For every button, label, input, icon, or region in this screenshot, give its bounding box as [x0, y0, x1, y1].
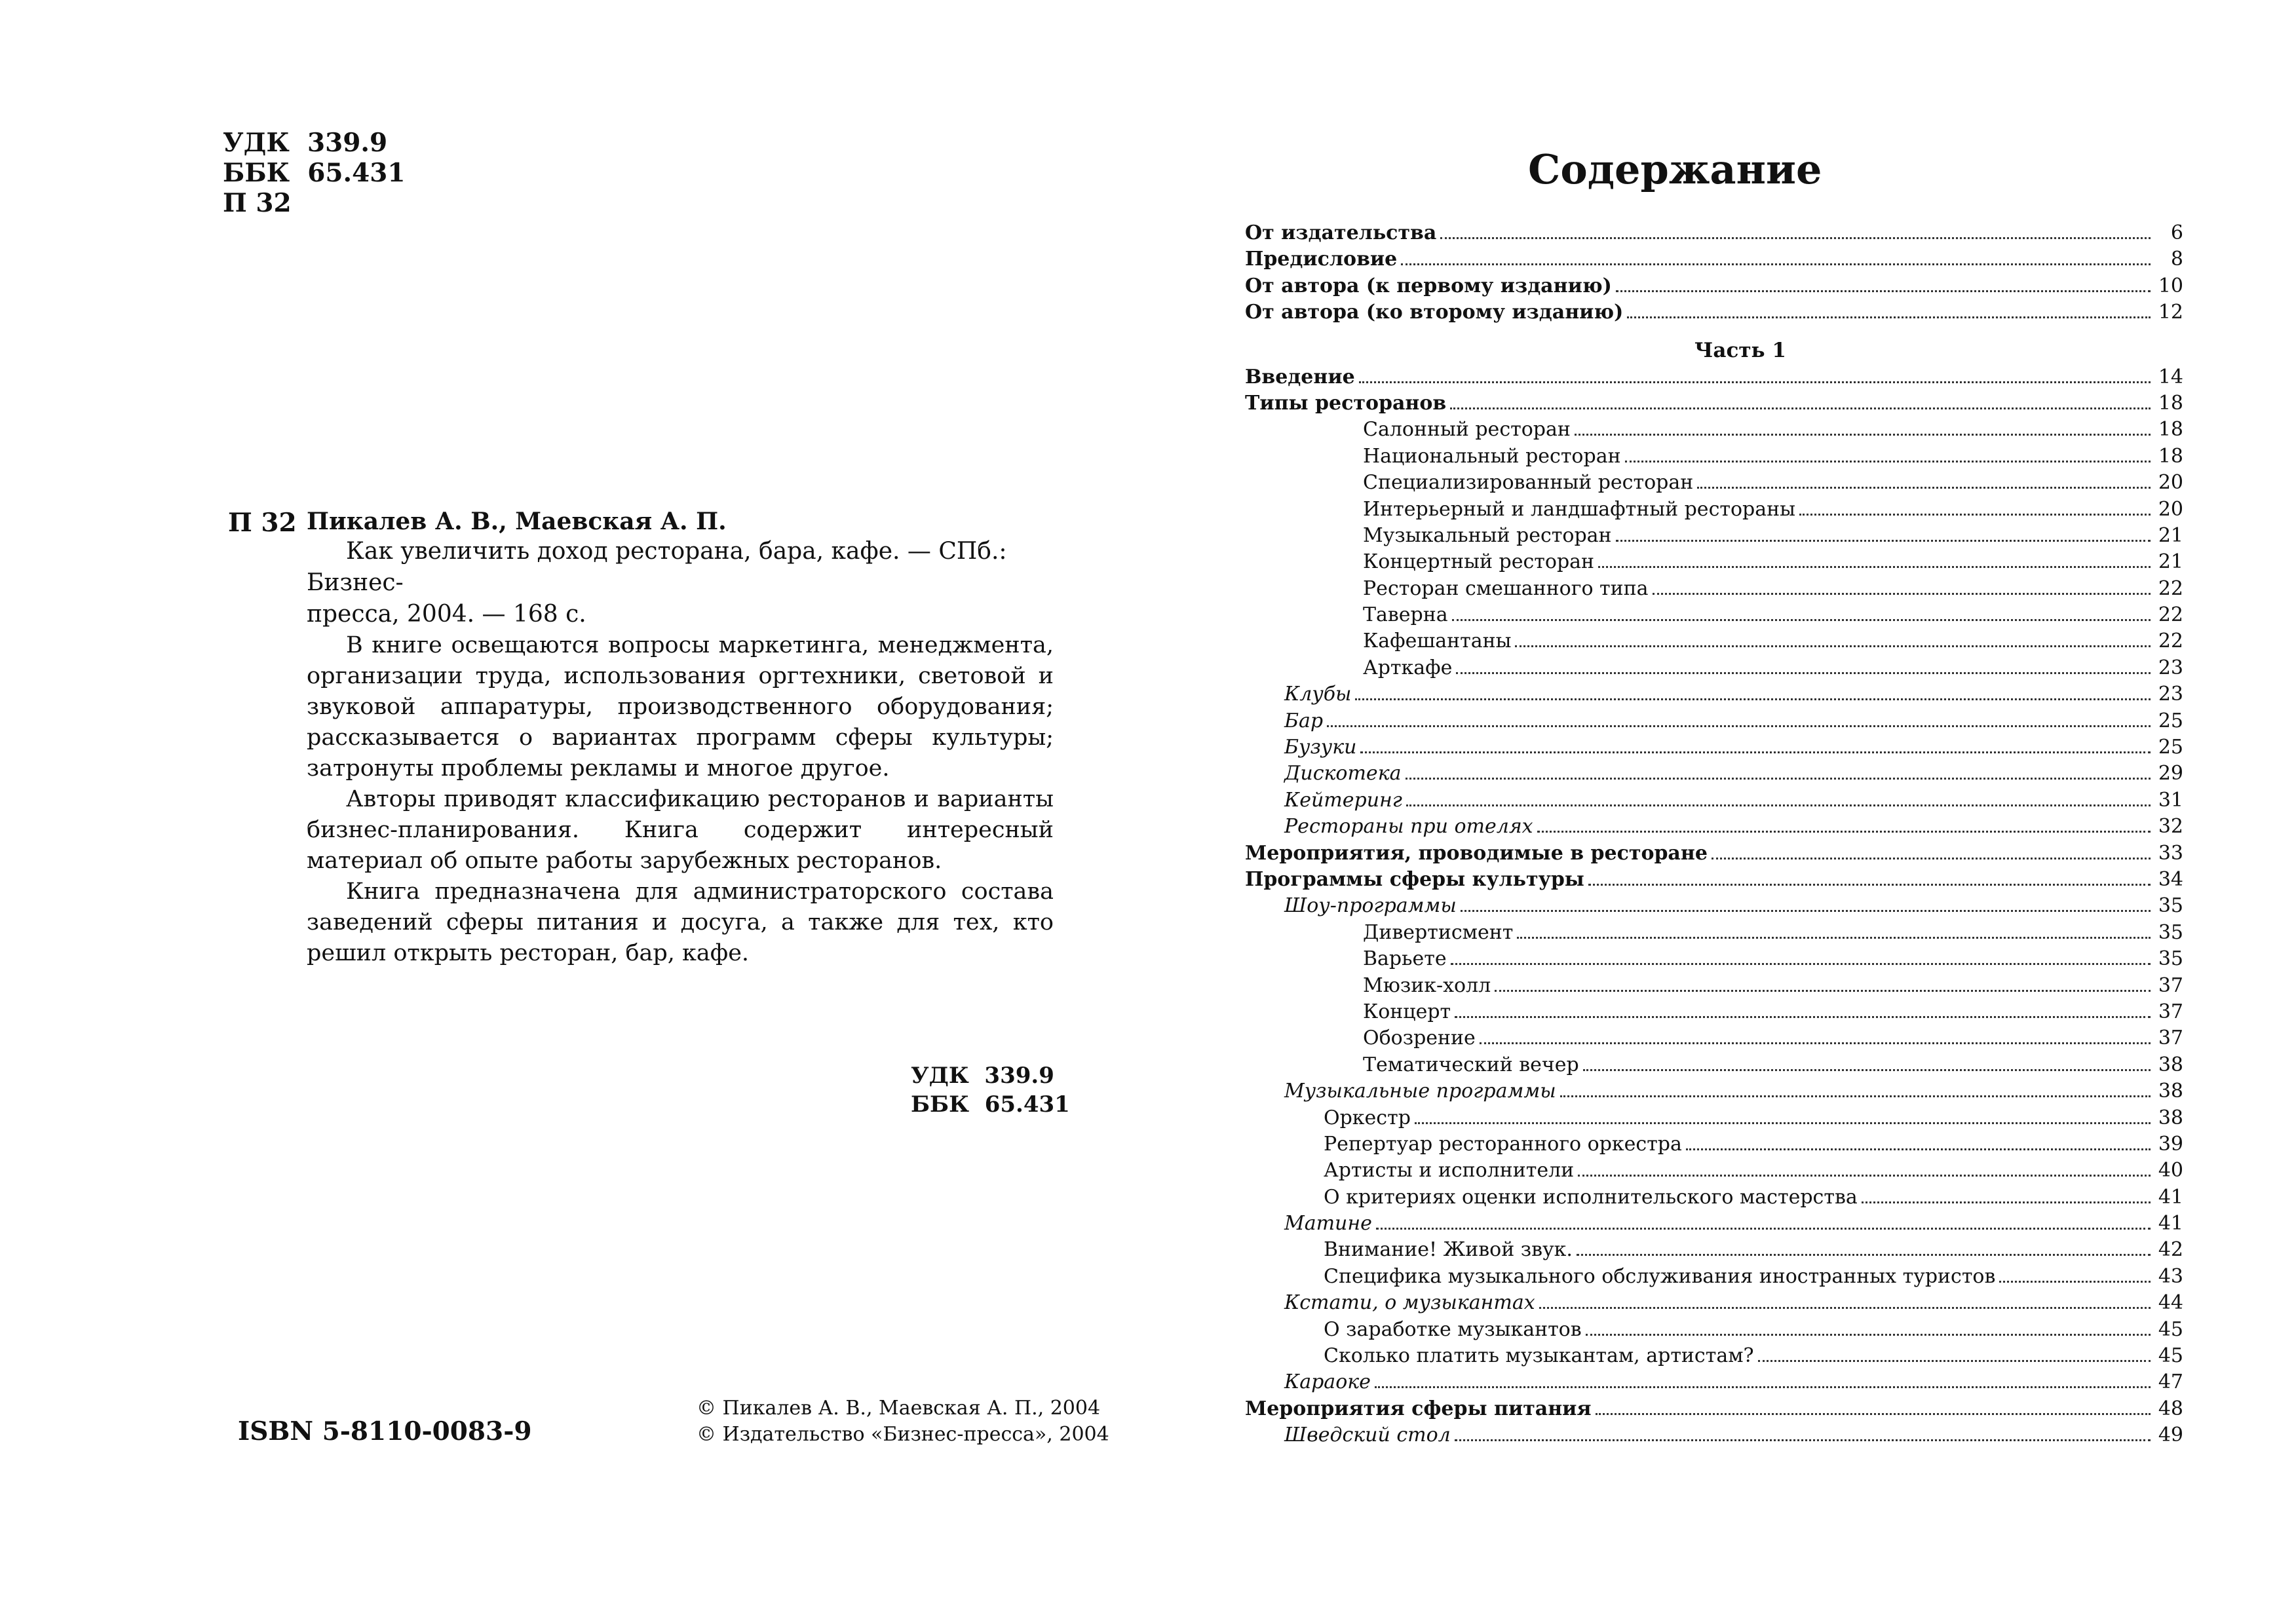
toc-entry	[1245, 1290, 2183, 1316]
toc-dot-leader	[1539, 1307, 2151, 1309]
toc-page-number: 6	[2170, 221, 2183, 244]
toc-dot-leader	[1575, 434, 2151, 436]
toc-entry	[1245, 602, 2183, 628]
toc-entry	[1245, 1078, 2183, 1105]
toc-entry-title: Введение	[1245, 365, 1355, 388]
toc-page-number: 8	[2170, 248, 2183, 271]
annotation	[307, 630, 1054, 969]
toc-entry-title: Репертуар ресторанного оркестра	[1324, 1132, 1682, 1156]
toc-dot-leader	[1455, 1439, 2151, 1441]
toc-entry	[1245, 417, 2183, 443]
toc-page-number: 34	[2158, 867, 2183, 891]
toc-page-number: 31	[2158, 788, 2183, 812]
toc-page-number: 10	[2158, 274, 2183, 297]
toc-entry	[1245, 1211, 2183, 1237]
toc-entry	[1245, 246, 2183, 273]
toc-entry	[1245, 364, 2183, 390]
toc-page-number: 20	[2158, 471, 2183, 495]
toc-entry-title: Кафешантаны	[1363, 630, 1512, 653]
toc-entry	[1245, 444, 2183, 470]
biblio-line: пресса, 2004. — 168 с.	[307, 601, 586, 628]
toc-page-number: 44	[2158, 1291, 2183, 1315]
toc-dot-leader	[1415, 1122, 2151, 1124]
toc-page-number: 49	[2158, 1424, 2183, 1447]
toc-dot-leader	[1452, 619, 2151, 621]
toc-entry	[1245, 1052, 2183, 1078]
toc-entry-title: Варьете	[1363, 947, 1447, 971]
toc-entry-title: Матине	[1284, 1212, 1372, 1236]
toc-entry	[1245, 1158, 2183, 1184]
udk-line: УДК 339.9	[911, 1063, 1054, 1089]
toc-entry	[1245, 893, 2183, 919]
toc-dot-leader	[1583, 1069, 2151, 1071]
toc-page-number: 21	[2158, 523, 2183, 547]
toc-page-number: 38	[2158, 1080, 2183, 1103]
toc-page-number: 37	[2158, 1000, 2183, 1023]
toc-entry	[1245, 576, 2183, 602]
toc-entry	[1245, 1025, 2183, 1051]
toc-dot-leader	[1480, 1042, 2151, 1044]
isbn: ISBN 5-8110-0083-9	[238, 1416, 532, 1446]
toc-page-number: 35	[2158, 920, 2183, 944]
toc-page-number: 48	[2158, 1397, 2183, 1420]
toc-page-number: 14	[2158, 365, 2183, 388]
toc-dot-leader	[1578, 1175, 2151, 1177]
toc-entry-title: Рестораны при отелях	[1284, 815, 1533, 839]
toc-entry	[1245, 655, 2183, 681]
toc-entry-title: Бузуки	[1284, 736, 1357, 759]
toc-page-number: 37	[2158, 973, 2183, 997]
annotation-paragraph: В книге освещаются вопросы маркетинга, менеджмента, организации труда, использования оргтехники, световой и звуковой аппаратуры, производственного оборудования; рассказывается о вариантах программ сферы культуры; затронуты проблемы рекламы и многое другое.	[307, 632, 1054, 782]
toc-entry-title: Обозрение	[1363, 1027, 1476, 1050]
toc-entry	[1245, 681, 2183, 708]
toc-entry-title: Мюзик-холл	[1363, 973, 1491, 997]
toc-page-number: 23	[2158, 683, 2183, 706]
toc-entry	[1245, 220, 2183, 246]
toc-entry	[1245, 734, 2183, 761]
toc-dot-leader	[1406, 804, 2151, 806]
toc-entry-title: Внимание! Живой звук.	[1324, 1238, 1573, 1262]
toc-entry-title: Программы сферы культуры	[1245, 867, 1584, 891]
toc-entry-title: Клубы	[1284, 683, 1352, 706]
toc-page-number: 35	[2158, 947, 2183, 971]
copyright-line: © Пикалев А. В., Маевская А. П., 2004	[697, 1397, 1101, 1420]
toc-entry-title: Ресторан смешанного типа	[1363, 576, 1649, 600]
toc-dot-leader	[1537, 831, 2151, 833]
toc-entry	[1245, 1422, 2183, 1448]
toc-entry	[1245, 1343, 2183, 1369]
toc-page-number: 33	[2158, 841, 2183, 865]
toc-page-number: 32	[2158, 815, 2183, 839]
toc-entry	[1245, 1105, 2183, 1131]
toc-entry-title: Салонный ресторан	[1363, 418, 1571, 442]
toc-dot-leader	[1758, 1360, 2151, 1362]
toc-page-number: 18	[2158, 444, 2183, 468]
toc-entry-title: О критериях оценки исполнительского мастерства	[1324, 1185, 1858, 1209]
toc-dot-leader	[1799, 514, 2151, 516]
toc-dot-leader	[1862, 1201, 2151, 1203]
toc-entry-title: Специфика музыкального обслуживания иностранных туристов	[1324, 1264, 1996, 1288]
toc-entry-title: Караоке	[1284, 1370, 1371, 1394]
toc-entry-title: Артисты и исполнители	[1324, 1159, 1575, 1182]
toc-entry-title: Кейтеринг	[1284, 788, 1402, 812]
toc-dot-leader	[1456, 672, 2151, 674]
toc-entry	[1245, 628, 2183, 654]
annotation-paragraph: Авторы приводят классификацию ресторанов и варианты бизнес-планирования. Книга содержит интересный материал об опыте работы зарубежных ресторанов.	[307, 786, 1054, 874]
toc-page-number: 38	[2158, 1053, 2183, 1076]
toc-entry-title: Бар	[1284, 709, 1324, 732]
authors: Пикалев А. В., Маевская А. П.	[307, 508, 727, 535]
bibliographic-entry	[307, 536, 1054, 630]
toc-page-number: 22	[2158, 630, 2183, 653]
toc-dot-leader	[1495, 990, 2151, 992]
toc-page-number: 25	[2158, 709, 2183, 732]
toc-entry-title: Шведский стол	[1284, 1424, 1451, 1447]
toc-dot-leader	[1999, 1281, 2151, 1283]
toc-dot-leader	[1712, 858, 2151, 859]
toc-page-number: 20	[2158, 497, 2183, 521]
toc-entry-title: Мероприятия сферы питания	[1245, 1397, 1592, 1420]
toc-entry	[1245, 787, 2183, 814]
toc-page-number: 41	[2158, 1185, 2183, 1209]
toc-entry	[1245, 761, 2183, 787]
toc-entry-title: Предисловие	[1245, 248, 1398, 271]
toc-dot-leader	[1375, 1386, 2151, 1388]
toc-entry	[1245, 840, 2183, 867]
toc-entry	[1245, 1237, 2183, 1263]
toc-dot-leader	[1376, 1228, 2151, 1230]
toc-dot-leader	[1625, 461, 2151, 463]
toc-entry	[1245, 814, 2183, 840]
toc-entry	[1245, 497, 2183, 523]
toc-page-number: 29	[2158, 762, 2183, 785]
toc-dot-leader	[1616, 540, 2151, 542]
udk-top-block	[223, 128, 406, 218]
toc-entry-title: Дивертисмент	[1363, 920, 1514, 944]
toc-entry	[1245, 273, 2183, 299]
toc-page-number: 18	[2158, 391, 2183, 415]
toc-entry-title: Дискотека	[1284, 762, 1402, 785]
toc-page-number: 25	[2158, 736, 2183, 759]
toc-dot-leader	[1450, 407, 2151, 409]
toc-entry	[1245, 1184, 2183, 1211]
toc-entry	[1245, 549, 2183, 575]
toc-entry	[1245, 1369, 2183, 1395]
toc-dot-leader	[1588, 884, 2151, 886]
copyright-line: © Издательство «Бизнес-пресса», 2004	[697, 1423, 1109, 1446]
toc-entry-title: От издательства	[1245, 221, 1437, 244]
toc-page-number: 47	[2158, 1370, 2183, 1394]
toc-page-number: 38	[2158, 1106, 2183, 1129]
toc-dot-leader	[1560, 1095, 2151, 1097]
toc-page-number: 18	[2158, 418, 2183, 442]
toc-page-number: 43	[2158, 1264, 2183, 1288]
toc-dot-leader	[1686, 1148, 2151, 1150]
toc-entry	[1245, 1131, 2183, 1158]
toc-entry	[1245, 867, 2183, 893]
toc-entry-title: О заработке музыкантов	[1324, 1317, 1582, 1341]
toc-page-number: 22	[2158, 603, 2183, 627]
toc-page-number: 12	[2158, 301, 2183, 324]
toc-dot-leader	[1327, 725, 2151, 727]
toc-part-heading: Часть 1	[1694, 338, 1786, 362]
toc-dot-leader	[1577, 1254, 2151, 1256]
bbk-line: ББК 65.431	[911, 1091, 1070, 1118]
toc-entry-title: Кстати, о музыкантах	[1284, 1291, 1535, 1315]
toc-entry	[1245, 299, 2183, 326]
toc-entry-title: Специализированный ресторан	[1363, 471, 1694, 495]
toc-dot-leader	[1517, 937, 2151, 939]
toc-entry	[1245, 946, 2183, 972]
toc-dot-leader	[1406, 778, 2151, 780]
toc-entry	[1245, 523, 2183, 549]
toc-entry-title: Мероприятия, проводимые в ресторане	[1245, 841, 1708, 865]
toc-dot-leader	[1598, 566, 2151, 568]
toc-dot-leader	[1515, 645, 2151, 647]
right-page	[1148, 0, 2296, 1624]
toc-entry-title: Музыкальные программы	[1284, 1080, 1556, 1103]
toc-dot-leader	[1616, 290, 2151, 292]
author-mark-line: П 32	[223, 188, 292, 218]
bbk-line: ББК 65.431	[223, 158, 406, 188]
toc-page-number: 41	[2158, 1212, 2183, 1236]
toc-page-number: 23	[2158, 656, 2183, 679]
toc-entry-title: Музыкальный ресторан	[1363, 523, 1612, 547]
toc-dot-leader	[1451, 963, 2151, 965]
table-of-contents	[1245, 220, 2183, 1449]
toc-page-number: 37	[2158, 1027, 2183, 1050]
toc-entry-title: Типы ресторанов	[1245, 391, 1447, 415]
toc-page-number: 21	[2158, 550, 2183, 574]
toc-dot-leader	[1586, 1334, 2151, 1336]
toc-page-number: 39	[2158, 1132, 2183, 1156]
toc-dot-leader	[1355, 698, 2151, 700]
toc-dot-leader	[1627, 316, 2151, 318]
toc-entry-title: Арткафе	[1363, 656, 1453, 679]
toc-page-number: 40	[2158, 1159, 2183, 1182]
toc-page-number: 45	[2158, 1317, 2183, 1341]
toc-entry	[1245, 973, 2183, 999]
toc-page-number: 35	[2158, 894, 2183, 918]
toc-entry	[1245, 470, 2183, 496]
toc-dot-leader	[1401, 263, 2151, 265]
udk-bottom-block	[911, 1061, 1070, 1119]
toc-entry-title: От автора (к первому изданию)	[1245, 274, 1612, 297]
toc-entry-title: Таверна	[1363, 603, 1448, 627]
toc-dot-leader	[1360, 751, 2151, 753]
toc-dot-leader	[1697, 487, 2151, 489]
toc-dot-leader	[1653, 593, 2151, 595]
toc-entry-title: Интерьерный и ландшафтный рестораны	[1363, 497, 1795, 521]
toc-dot-leader	[1359, 381, 2151, 383]
toc-entry	[1245, 708, 2183, 734]
toc-title: Содержание	[1528, 145, 1822, 193]
toc-entry-title: От автора (ко второму изданию)	[1245, 301, 1624, 324]
toc-page-number: 45	[2158, 1344, 2183, 1368]
toc-entry-title: Сколько платить музыкантам, артистам?	[1324, 1344, 1754, 1368]
toc-page-number: 42	[2158, 1238, 2183, 1262]
toc-dot-leader	[1455, 1016, 2151, 1018]
toc-entry-title: Шоу-программы	[1284, 894, 1457, 918]
catalog-code: П 32	[228, 508, 297, 538]
toc-dot-leader	[1461, 910, 2151, 912]
toc-spacer	[1245, 326, 2183, 333]
toc-entry-title: Концерт	[1363, 1000, 1451, 1023]
toc-entry-title: Национальный ресторан	[1363, 444, 1621, 468]
toc-entry	[1245, 1264, 2183, 1290]
toc-entry	[1245, 1317, 2183, 1343]
toc-entry-title: Концертный ресторан	[1363, 550, 1595, 574]
annotation-paragraph: Книга предназначена для администраторского состава заведений сферы питания и досуга, а также для тех, кто решил открыть ресторан, бар, кафе.	[307, 878, 1054, 966]
toc-dot-leader	[1596, 1413, 2151, 1415]
toc-page-number: 22	[2158, 576, 2183, 600]
udk-line: УДК 339.9	[223, 128, 388, 158]
biblio-line: Как увеличить доход ресторана, бара, кафе. — СПб.: Бизнес-	[307, 538, 1007, 596]
toc-dot-leader	[1440, 237, 2151, 239]
toc-entry-title: Оркестр	[1324, 1106, 1411, 1129]
toc-entry	[1245, 390, 2183, 417]
copyrights	[697, 1395, 1109, 1448]
toc-entry-title: Тематический вечер	[1363, 1053, 1579, 1076]
toc-entry	[1245, 999, 2183, 1025]
toc-entry	[1245, 1396, 2183, 1422]
toc-entry	[1245, 920, 2183, 946]
